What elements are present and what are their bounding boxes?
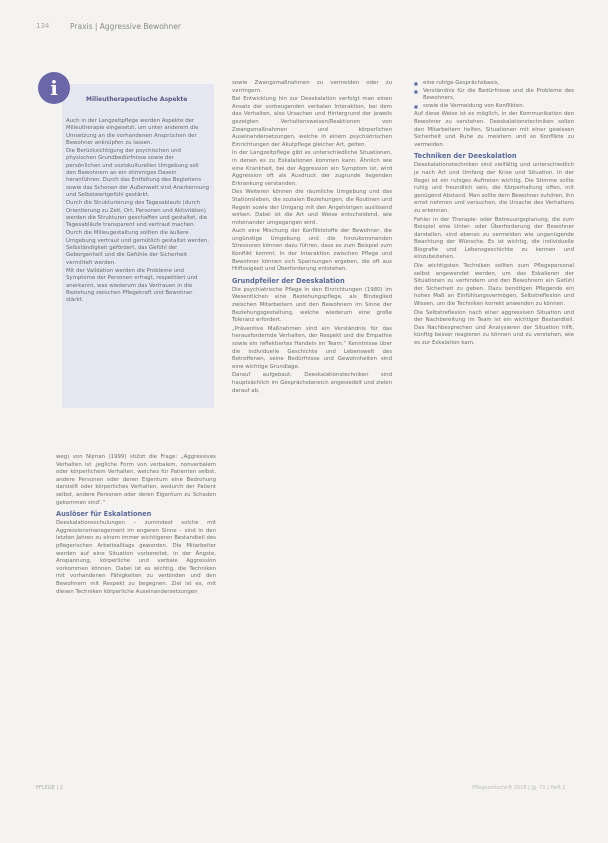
info-paragraph: Die Berücksichtigung der psychischen und physischen Grundbedürfnisse sowie der persönlichen und soziokulturellen Umgebung soll den Bewohnern an ein stimmiges Dasein heranführen. Durch das Entfaltung des Begleitens sowie das Schonen der Außenwelt sind Anerkennung und Selbstwertgefühl gestärkt. bbox=[66, 148, 210, 198]
footer-left: PFLEGE | 2 bbox=[36, 785, 63, 791]
info-icon: i bbox=[38, 72, 70, 104]
list-item: ■ sowie die Vermeidung von Konflikten. bbox=[414, 103, 574, 111]
section-heading: Techniken der Deeskalation bbox=[414, 152, 517, 161]
page-number: 134 bbox=[36, 22, 50, 30]
paragraph: In der Langzeitpflege gibt es unterschiedliche Situationen, in denen es zu Eskalationen kommen kann. Ähnlich wie eine Krankheit, bei der Aggression ein Symptom ist, wird Aggression oft als Ausdruck der zugrunde liegenden Erkrankung verstanden. bbox=[232, 150, 392, 187]
running-header: Praxis | Aggressive Bewohner bbox=[70, 22, 182, 31]
paragraph: „Präventive Maßnahmen sind ein Verständnis für das herausfordernde Verhalten, der Respekt und die Empathie sowie ein reflektiertes Handeln im Team.“ Kenntnisse über die individuelle Geschichte und Lebenswelt des Betroffenen, seine Bedürfnisse und Gewohnheiten sind eine wichtige Grundlage. bbox=[232, 325, 392, 370]
info-paragraph: Durch die Milieugestaltung sollten die äußere Umgebung vertraut und gemütlich gestaltet werden, Selbständigkeit gefördert, das Gefühl der Geborgenheit und die Gefühle der Sicherheit vermittelt werden. bbox=[66, 230, 209, 266]
paragraph: Deeskalationstechniken sind vielfältig und unterschiedlich je nach Art und Umfang der Krise und Situation. In der Regel ist ein ruhiges Auftreten wichtig. Die Stimme sollte ruhig und freundlich sein, die Körperhaltung offen, mit genügend Abstand. Man sollte dem Bewohner zuhören, ihn ernst nehmen und versuchen, die Ursache des Verhaltens zu erkennen. bbox=[414, 162, 574, 214]
paragraph: Die psychiatrische Pflege in den Einrichtungen (1980) im Wesentlichen eine Beziehungspflege, als Bindeglied zwischen Mitarbeitern und den Bewohnern im Sinne der Beziehungsgestaltung, welche wiederum eine große Toleranz erfordert. bbox=[232, 286, 392, 324]
list-item: ■ Verständnis für die Bedürfnisse und die Probleme des Bewohners, bbox=[414, 88, 574, 103]
paragraph: weg) von Nijman (1999) stützt die Frage: „Aggressives Verhalten ist ‚jegliche Form von verbalem, nonverbalem oder körperlichem Verhalten, welches für Patienten selbst, andere Personen oder deren Eigentum eine Bedrohung darstellt oder körperliches Verhalten, wodurch der Patient selbst, andere Personen oder deren Eigentum zu Schaden gekommen sind‘.“ bbox=[56, 454, 216, 506]
column-1 bbox=[56, 454, 216, 597]
paragraph: Bei Entwicklung hin zur Deeskalation verfolgt man einen Ansatz der vorbeugenden verbalen Interaktion, bei dem das Verhalten, also Ursachen und Hintergrund der jeweils gezeigten Verhaltensweisen/Reaktionen von Zwangsmaßnahmen und körperlichen Auseinandersetzungen, welche in einem psychiatrischen Einrichtungen der Akutpflege gleicher Art, gelten. bbox=[232, 96, 392, 148]
paragraph: Deeskalationsschulungen – zumindest solche mit Aggressionsmanagement im engeren Sinne – sind in den letzten Jahren zu einem immer wichtigeren Bestandteil des pflegerischen Arbeitsalltags geworden. Die Mitarbeiter werden auf eine Situation vorbereitet, in der Ängste, Anspannung, körperliche und verbale Aggression vorkommen können. Dabei ist es wichtig, die Techniken mit vorhandenen Fähigkeiten zu verbinden und den Bewohnern mit Respekt zu begegnen. Ziel ist es, mit diesen Techniken körperliche Auseinandersetzungen bbox=[56, 520, 216, 595]
info-box-title: Milieutherapeutische Aspekte bbox=[86, 96, 188, 103]
info-box-body bbox=[66, 118, 210, 305]
paragraph: Die Selbstreflexion nach einer aggressiven Situation und der Nachbereitung im Team ist ein wichtiger Bestandteil. Das Nachbesprechen und Analysieren der Situation hilft, künftig besser reagieren zu können und zu verstehen, wie es zur Eskalation kam. bbox=[414, 309, 574, 346]
paragraph: Auf diese Weise ist es möglich, in der Kommunikation den Bewohner zu verstehen. Deeskalationstechniken sollen den Mitarbeitern helfen, Situationen mit einer gewissen Sicherheit und Ruhe zu meistern und so Konflikte zu vermeiden. bbox=[414, 111, 574, 148]
section-heading: Grundpfeiler der Deeskalation bbox=[232, 276, 345, 285]
info-paragraph: Durch die Strukturierung des Tagesablaufs (durch Orientierung zu Zeit, Ort, Personen und Aktivitäten) werden die Strukturen geschaffen und gestaltet, die Tagesabläufe transparent und vertraut machen. bbox=[66, 200, 208, 229]
column-2 bbox=[232, 80, 392, 396]
info-paragraph: Mit der Validation werden die Probleme und Symptome der Personen erfragt, respektiert und anerkannt, was wiederum das Vertrauen in die Beziehung zwischen Pflegekraft und Bewohner stärkt. bbox=[66, 267, 198, 304]
paragraph: Des Weiteren können die räumliche Umgebung und das Stationsleben, die sozialen Beziehungen, die Routinen und Regeln sowie der Umgang mit den Angehörigen auslösend wirken. Dabei ist die Art und Weise entscheidend, wie miteinander umgegangen wird. bbox=[232, 189, 392, 226]
info-paragraph: Auch in der Langzeitpflege werden Aspekte der Milieutherapie eingesetzt, um unter anderem die Umsetzung an die vorhandenen Ansprüchen der Bewohner anknüpfen zu lassen. bbox=[66, 118, 199, 146]
footer-right: Pflegezeitschrift 2018 | Jg. 71 | Heft 2 bbox=[472, 785, 566, 791]
paragraph: Fehler in der Therapie- oder Betreuungsplanung, die zum Beispiel eine Unter- oder Überforderung der Bewohner darstellen, sind ebenso zu vermeiden wie ungenügende Beachtung der Wünsche. Es ist wichtig, die individuelle Biografie und Lebensgeschichte zu kennen und einzubeziehen. bbox=[414, 216, 574, 261]
section-heading: Auslöser für Eskalationen bbox=[56, 510, 152, 519]
bullet-list bbox=[414, 80, 574, 110]
paragraph: Darauf aufgebaut, Deeskalationstechniken sind hauptsächlich im Gesprächsbereich angesiedelt und zielen darauf ab, bbox=[232, 372, 392, 394]
paragraph: Die wichtigsten Techniken sollten zum Pflegepersonal selbst angewendet werden, um das Eskalieren der Situationen zu verhindern und den Bewohnern ein Gefühl der Sicherheit zu geben. Dazu benötigen Pflegende ein hohes Maß an Einfühlungsvermögen, Selbstreflexion und Wissen, um die Techniken korrekt anwenden zu können. bbox=[414, 263, 574, 308]
paragraph: sowie Zwangsmaßnahmen zu vermeiden oder zu verringern. bbox=[232, 80, 392, 94]
paragraph: Auch eine Mischung der Konfliktstoffe der Bewohner, die ungünstige Umgebung und die hinzukommenden Stressoren können dazu führen, dass es zum Beispiel zum Konflikt kommt. In der Interaktion zwischen Pflege und Bewohner können sich Spannungen ergeben, die oft aus Hilflosigkeit und Überforderung entstehen. bbox=[232, 228, 392, 273]
list-item: ■ eine ruhige Gesprächsbasis, bbox=[414, 80, 574, 88]
column-3 bbox=[414, 80, 574, 349]
